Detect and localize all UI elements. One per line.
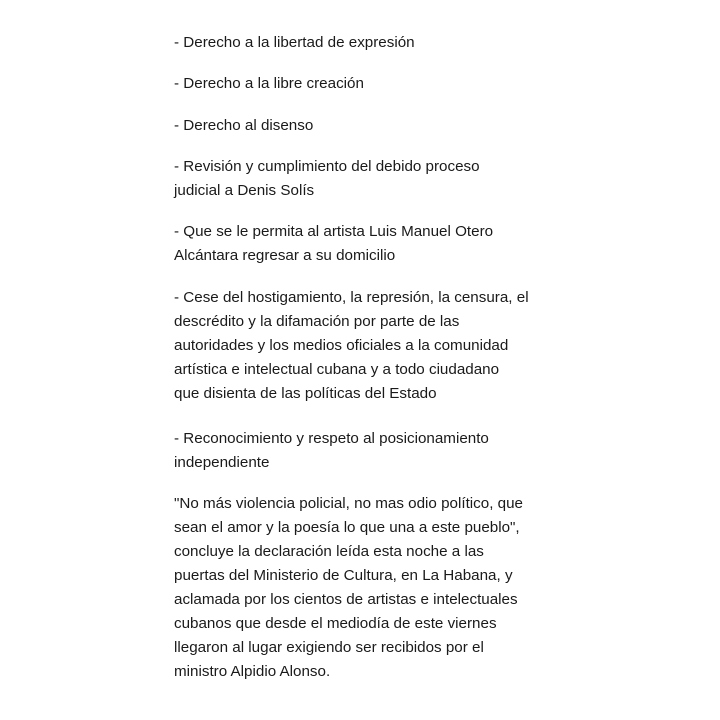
text-line: Alcántara regresar a su domicilio [174, 247, 396, 264]
closing-quote-paragraph [174, 492, 574, 684]
text-line: - Revisión y cumplimiento del debido proceso [174, 158, 480, 175]
text-line: sean el amor y la poesía lo que una a este pueblo", [174, 519, 520, 536]
text-line: - Que se le permita al artista Luis Manuel Otero [174, 223, 494, 240]
text-line: llegaron al lugar exigiendo ser recibidos por el [174, 639, 484, 656]
text-line: judicial a Denis Solís [174, 182, 315, 199]
text-line: ministro Alpidio Alonso. [174, 663, 331, 680]
text-line: "No más violencia policial, no mas odio político, que [174, 495, 523, 512]
demand-item-return-home [174, 220, 574, 268]
text-line: autoridades y los medios oficiales a la comunidad [174, 337, 509, 354]
text-line: aclamada por los cientos de artistas e intelectuales [174, 591, 518, 608]
text-line: puertas del Ministerio de Cultura, en La Habana, y [174, 567, 513, 584]
demand-item-harassment [174, 286, 574, 406]
text-line: - Derecho a la libre creación [174, 75, 364, 92]
text-line: que disienta de las políticas del Estado [174, 385, 437, 402]
text-line: - Cese del hostigamiento, la represión, la censura, el [174, 289, 529, 306]
text-line: independiente [174, 454, 270, 471]
text-line: cubanos que desde el mediodía de este viernes [174, 615, 497, 632]
demand-item-recognition [174, 427, 574, 475]
demand-item-creation [174, 72, 574, 96]
text-line: artística e intelectual cubana y a todo ciudadano [174, 361, 500, 378]
demand-item-dissent [174, 114, 574, 138]
demand-item-expression [174, 31, 574, 55]
text-line: - Reconocimiento y respeto al posicionamiento [174, 430, 489, 447]
text-line: - Derecho al disenso [174, 117, 314, 134]
demand-item-due-process [174, 155, 574, 203]
text-line: - Derecho a la libertad de expresión [174, 34, 415, 51]
text-line: concluye la declaración leída esta noche a las [174, 543, 484, 560]
text-line: descrédito y la difamación por parte de las [174, 313, 460, 330]
